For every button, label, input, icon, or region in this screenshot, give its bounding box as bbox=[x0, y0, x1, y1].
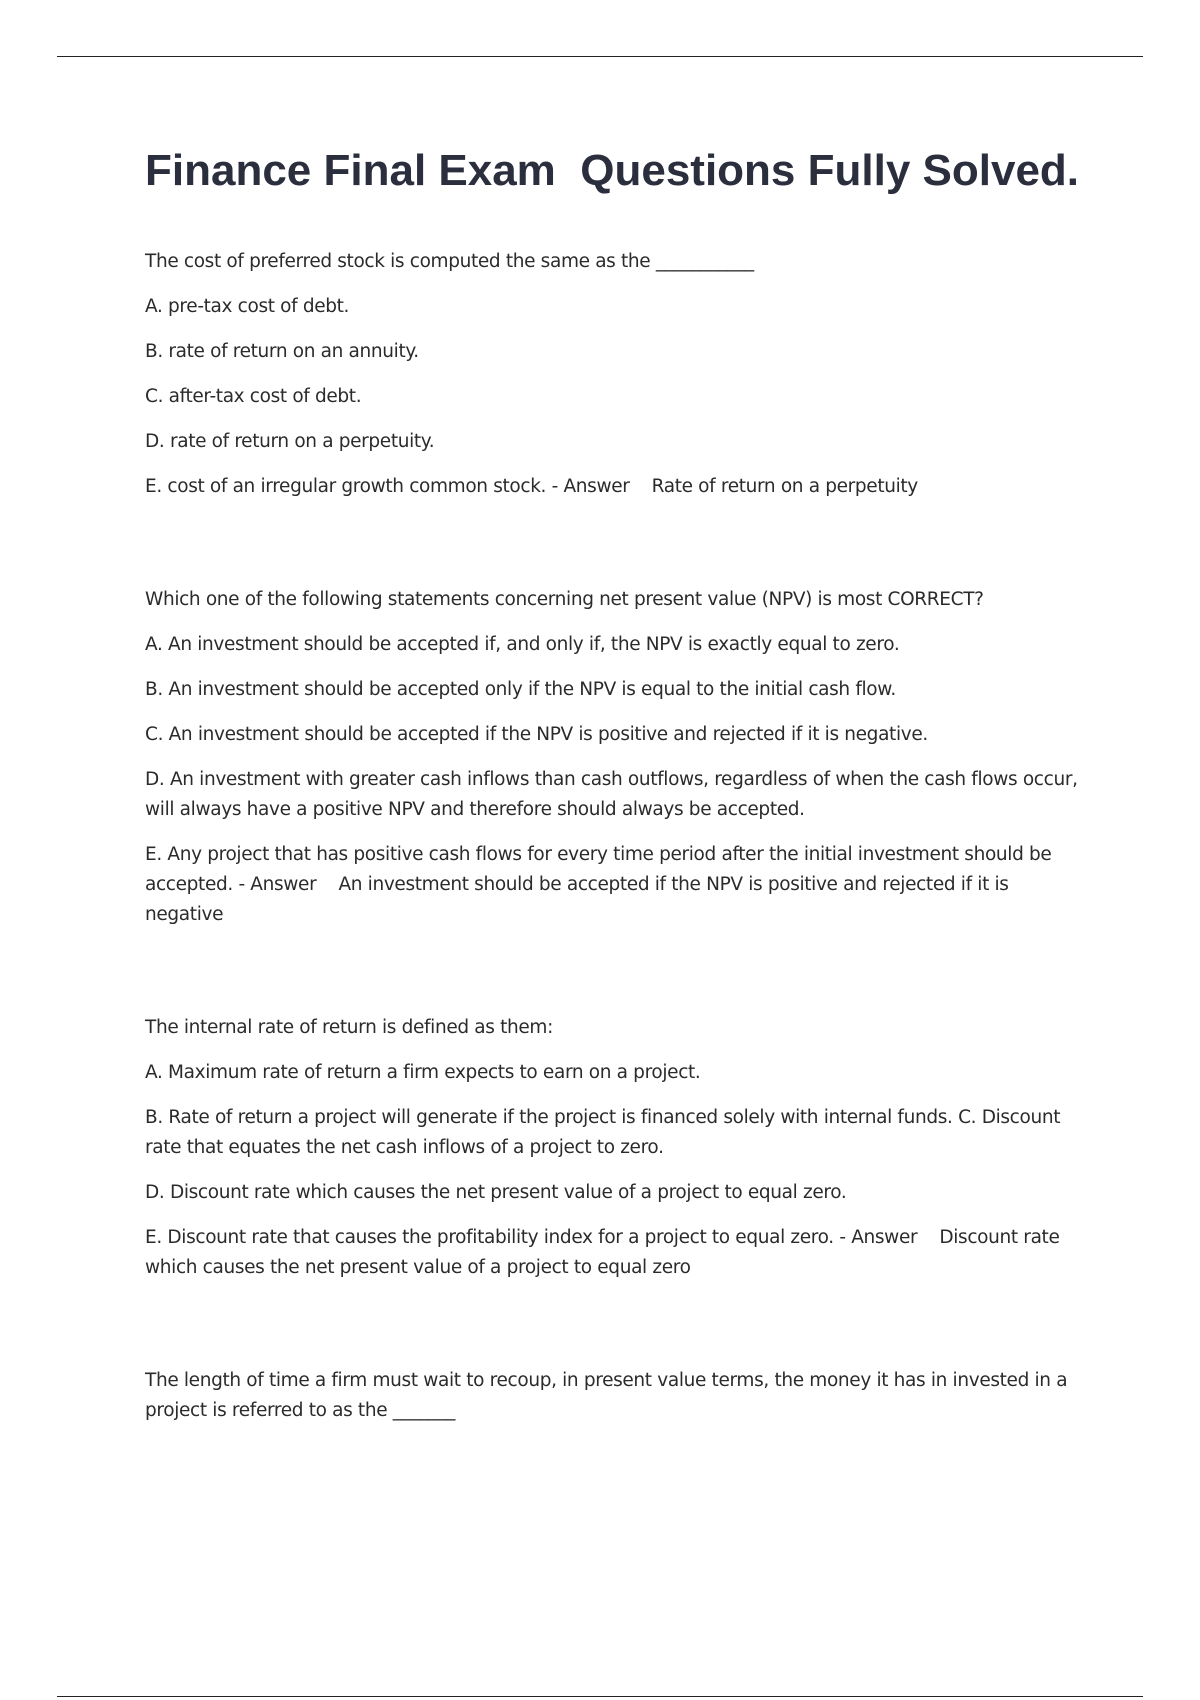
question-prompt: The length of time a firm must wait to recoup, in present value terms, the money it has in invested in a project is referred to as the _______ bbox=[145, 1370, 1073, 1421]
answer-option-with-answer: E. Discount rate that causes the profitability index for a project to equal zero. - Answer Discount rate which causes the net present value of a project to equal zero bbox=[145, 1227, 1066, 1278]
page-title: Finance Final Exam Questions Fully Solved. bbox=[145, 146, 1080, 195]
question-block bbox=[145, 585, 1085, 930]
question-block bbox=[145, 1013, 1085, 1283]
answer-option: B. An investment should be accepted only if the NPV is equal to the initial cash flow. bbox=[145, 679, 896, 700]
answer-option: B. rate of return on an annuity. bbox=[145, 341, 419, 362]
question-block bbox=[145, 1366, 1085, 1426]
answer-option: A. Maximum rate of return a firm expects to earn on a project. bbox=[145, 1062, 701, 1083]
footer-rule bbox=[57, 1696, 1143, 1697]
answer-option: D. rate of return on a perpetuity. bbox=[145, 431, 435, 452]
answer-option: D. Discount rate which causes the net present value of a project to equal zero. bbox=[145, 1182, 847, 1203]
answer-option: C. An investment should be accepted if the NPV is positive and rejected if it is negative. bbox=[145, 724, 928, 745]
answer-option-with-answer: E. cost of an irregular growth common stock. - Answer Rate of return on a perpetuity bbox=[145, 476, 918, 497]
header-rule bbox=[57, 56, 1143, 57]
question-prompt: The internal rate of return is defined as them: bbox=[145, 1017, 553, 1038]
question-prompt: Which one of the following statements concerning net present value (NPV) is most CORRECT? bbox=[145, 589, 984, 610]
answer-option: A. An investment should be accepted if, and only if, the NPV is exactly equal to zero. bbox=[145, 634, 900, 655]
answer-option: B. Rate of return a project will generate if the project is financed solely with internal funds. C. Discount rate that equates the net cash inflows of a project to zero. bbox=[145, 1107, 1066, 1158]
answer-option-with-answer: E. Any project that has positive cash flows for every time period after the initial investment should be accepted. - Answer An investment should be accepted if the NPV is positive and rejected if it is negative bbox=[145, 844, 1057, 925]
document-body bbox=[145, 142, 1085, 1509]
answer-option: C. after-tax cost of debt. bbox=[145, 386, 362, 407]
question-prompt: The cost of preferred stock is computed the same as the ___________ bbox=[145, 251, 754, 272]
answer-option: A. pre-tax cost of debt. bbox=[145, 296, 350, 317]
answer-option: D. An investment with greater cash inflows than cash outflows, regardless of when the cash flows occur, will always have a positive NPV and therefore should always be accepted. bbox=[145, 769, 1084, 820]
question-block bbox=[145, 247, 1085, 502]
